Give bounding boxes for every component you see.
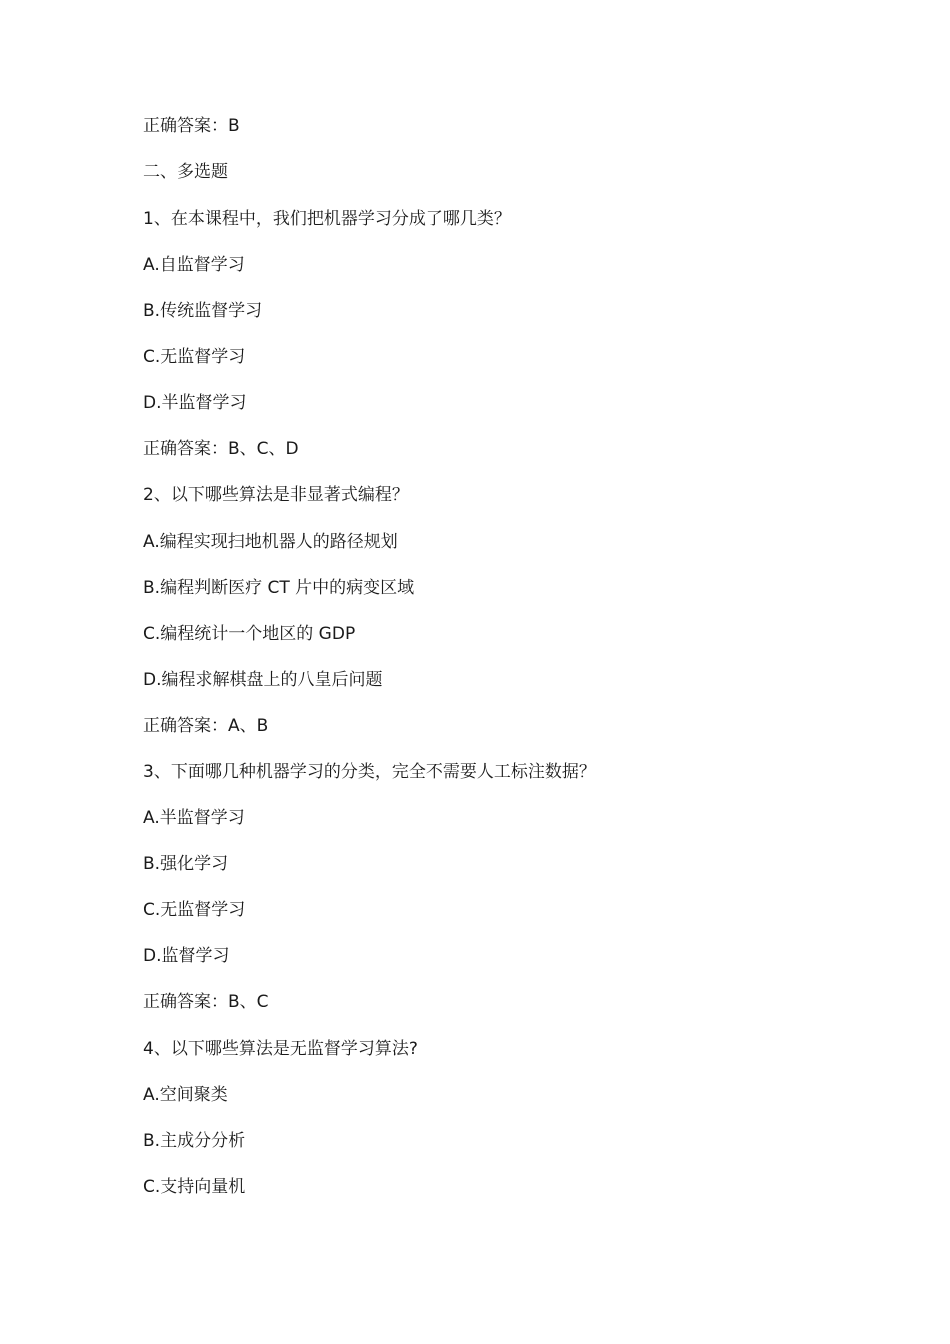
option-line: C.编程统计一个地区的 GDP [143,624,356,644]
option-line: B.编程判断医疗 CT 片中的病变区域 [143,578,415,598]
option-line: B.传统监督学习 [143,301,263,321]
option-line: A.半监督学习 [143,808,245,828]
question-1: 1、在本课程中，我们把机器学习分成了哪几类？ [143,209,511,229]
question-4: 4、以下哪些算法是无监督学习算法? [143,1039,418,1059]
question-3: 3、下面哪几种机器学习的分类，完全不需要人工标注数据？ [143,762,596,782]
option-line: D.监督学习 [143,946,230,966]
option-line: D.编程求解棋盘上的八皇后问题 [143,670,383,690]
answer-line: 正确答案：B [143,116,240,136]
answer-line: 正确答案：B、C、D [143,439,299,459]
option-line: C.支持向量机 [143,1177,246,1197]
answer-line: 正确答案：A、B [143,716,269,736]
option-line: B.主成分分析 [143,1131,246,1151]
question-2: 2、以下哪些算法是非显著式编程？ [143,485,409,505]
option-line: C.无监督学习 [143,347,246,367]
option-line: A.空间聚类 [143,1085,228,1105]
answer-line: 正确答案：B、C [143,992,269,1012]
section-heading: 二、多选题 [143,162,228,182]
option-line: C.无监督学习 [143,900,246,920]
option-line: A.编程实现扫地机器人的路径规划 [143,532,398,552]
option-line: A.自监督学习 [143,255,245,275]
option-line: B.强化学习 [143,854,229,874]
option-line: D.半监督学习 [143,393,247,413]
